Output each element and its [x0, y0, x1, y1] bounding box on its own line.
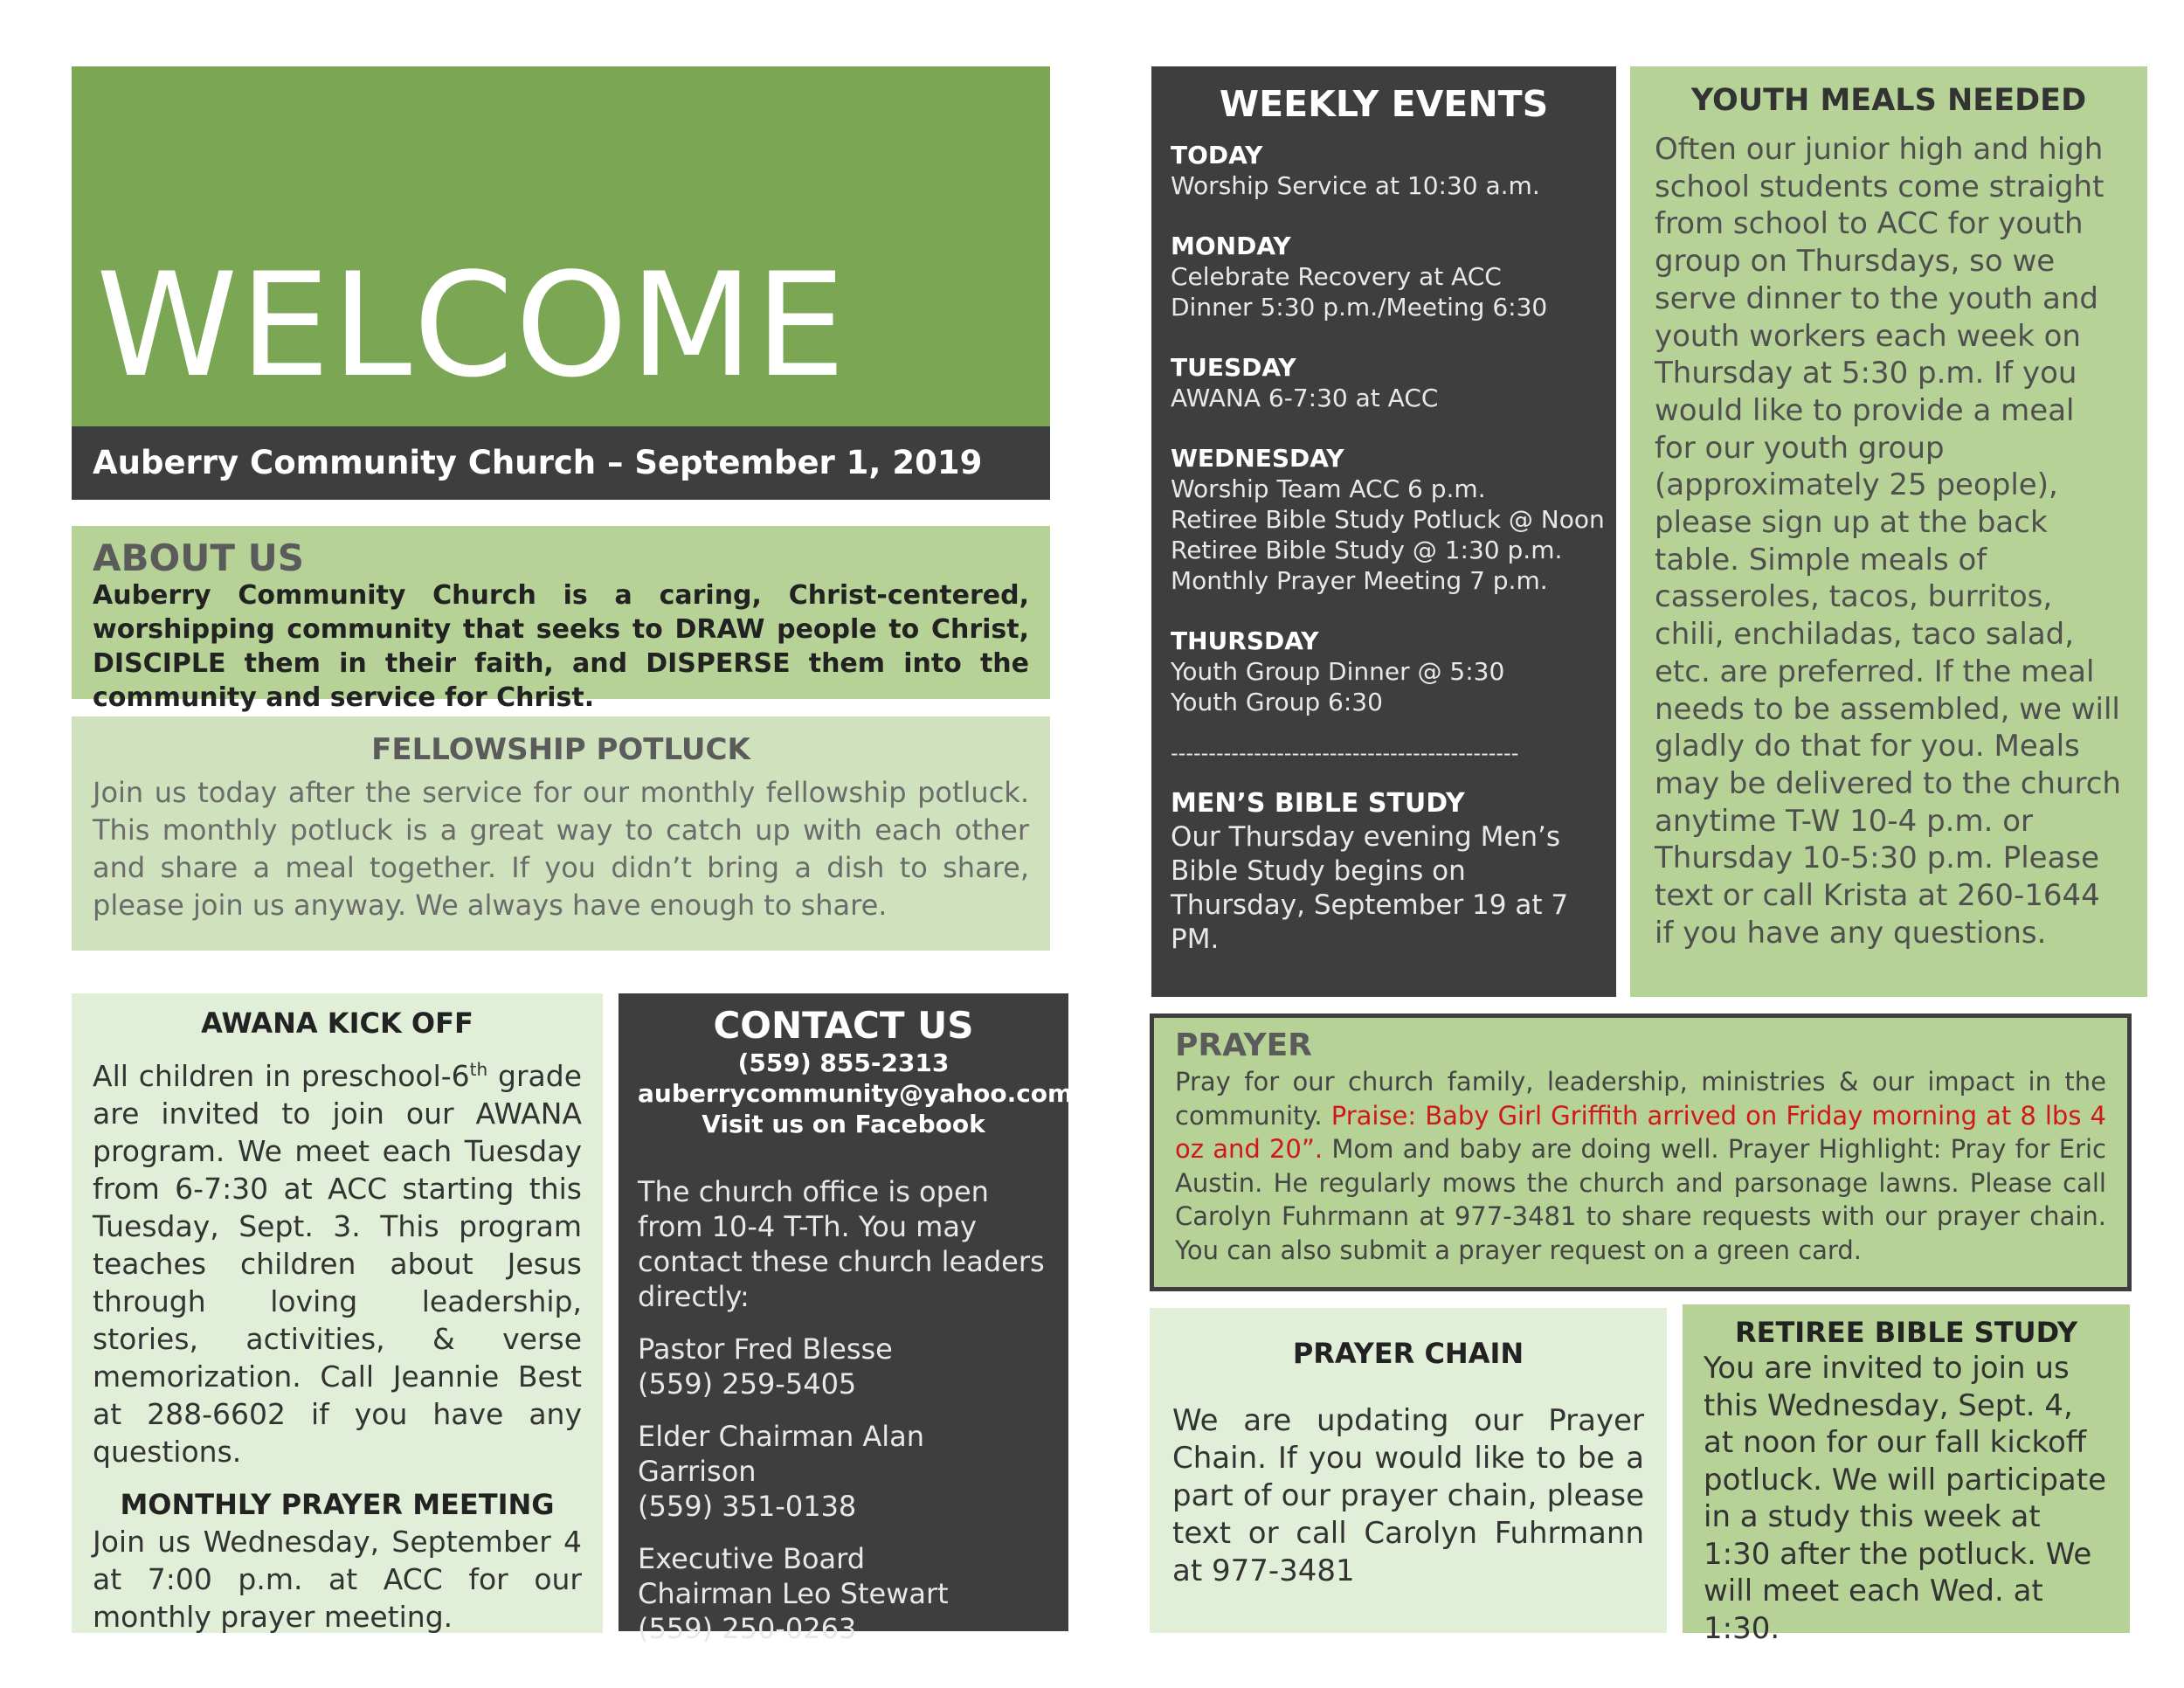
leader-item — [638, 1332, 1049, 1401]
retiree-bible-study-text: You are invited to join us this Wednesday, Sept. 4, at noon for our fall kickoff potluck. We will participate in a study this week at 1:30 after the potluck. We will meet each Wed. at 1:30. — [1704, 1351, 2106, 1646]
prayer-heading: PRAYER — [1175, 1027, 1312, 1063]
church-date-subtitle: Auberry Community Church – September 1, 2019 — [93, 444, 983, 481]
welcome-banner — [72, 66, 1050, 426]
weekly-events-heading: WEEKLY EVENTS — [1219, 83, 1549, 125]
about-us-section — [72, 526, 1050, 713]
awana-text-superscript: th — [469, 1059, 488, 1080]
prayer-intro: Pray for our church family, leadership, ministries & our impact in the community. — [1175, 1067, 2106, 1131]
fellowship-potluck-text: Join us today after the service for our monthly fellowship potluck. This monthly potluck is a great way to catch up with each other and share a meal together. If you didn’t bring a dish to share, please join us anyway. We always have enough to share. — [93, 776, 1029, 922]
day-label: TODAY — [1171, 141, 1263, 169]
prayer-chain-section — [1150, 1308, 1667, 1633]
contact-phone[interactable]: (559) 855-2313 — [737, 1048, 950, 1077]
day-block-thursday — [1171, 626, 1597, 717]
awana-text-part1: All children in preschool-6 — [93, 1059, 470, 1093]
retiree-bible-study-heading: RETIREE BIBLE STUDY — [1734, 1316, 2078, 1349]
contact-us-heading: CONTACT US — [713, 1004, 974, 1047]
youth-meals-section — [1630, 66, 2147, 997]
day-block-wednesday — [1171, 443, 1605, 596]
about-us-text: Auberry Community Church is a caring, Christ-centered, worshipping community that seeks to DRAW people to Christ, DISCIPLE them in their faith, and DISPERSE them into the community and service for Christ. — [93, 580, 1029, 713]
event-line: Worship Team ACC 6 p.m. — [1171, 474, 1486, 503]
event-line: Celebrate Recovery at ACC — [1171, 262, 1502, 291]
weekly-divider: ---------------------------------------------- — [1171, 741, 1519, 765]
event-line: Youth Group 6:30 — [1171, 688, 1383, 716]
mens-bible-study-heading: MEN’S BIBLE STUDY — [1171, 788, 1465, 819]
prayer-details: Mom and baby are doing well. Prayer Highlight: Pray for Eric Austin. He regularly mows the church and parsonage lawns. Please call Carolyn Fuhrmann at 977-3481 to share requests with our prayer chain. You can also submit a prayer request on a green card. — [1175, 1134, 2106, 1265]
event-line: Monthly Prayer Meeting 7 p.m. — [1171, 566, 1548, 595]
awana-text — [93, 1051, 582, 1470]
mens-bible-study-text: Our Thursday evening Men’s Bible Study begins on Thursday, September 19 at 7 PM. — [1171, 821, 1569, 955]
praise-announcement: Praise: Baby Girl Griffith arrived on Friday morning at 8 lbs 4 oz and 20”. — [1175, 1100, 2106, 1164]
fellowship-potluck-heading: FELLOWSHIP POTLUCK — [371, 732, 750, 767]
fellowship-potluck-section — [72, 716, 1050, 951]
event-line: AWANA 6-7:30 at ACC — [1171, 384, 1439, 412]
day-label: THURSDAY — [1171, 626, 1319, 655]
welcome-title: WELCOME — [96, 242, 847, 409]
day-label: MONDAY — [1171, 232, 1291, 260]
subtitle-bar — [72, 426, 1050, 500]
awana-text-part2: grade are invited to join our AWANA program. We meet each Tuesday from 6-7:30 at ACC starting this Tuesday, Sept. 3. This program teaches children about Jesus through loving leadership, stories, activities, & verse memorization. Call Jeannie Best at 288-6602 if you have any questions. — [93, 1059, 582, 1469]
day-block-tuesday — [1171, 352, 1597, 413]
prayer-section — [1150, 1013, 2132, 1291]
prayer-chain-heading: PRAYER CHAIN — [1292, 1337, 1524, 1370]
day-block-monday — [1171, 231, 1597, 322]
day-label: WEDNESDAY — [1171, 444, 1344, 473]
leader-name: Pastor Fred Blesse — [638, 1332, 893, 1366]
contact-us-section — [619, 993, 1074, 1645]
day-label: TUESDAY — [1171, 353, 1296, 382]
leader-phone[interactable]: (559) 250-0263 — [638, 1612, 857, 1645]
leader-item — [638, 1541, 1005, 1646]
monthly-prayer-heading: MONTHLY PRAYER MEETING — [120, 1488, 555, 1521]
youth-meals-text: Often our junior high and high school students come straight from school to ACC for youth group on Thursdays, so we serve dinner to the youth and youth workers each week on Thursday at 5:30 p.m. If you would like to provide a meal for our youth group (approximately 25 people), please sign up at the back table. Simple meals of casseroles, tacos, burritos, chili, enchiladas, taco salad, etc. are preferred. If the meal needs to be assembled, we will gladly do that for you. Meals may be delivered to the church anytime T-W 10-4 p.m. or Thursday 10-5:30 p.m. Please text or call Krista at 260-1644 if you have any questions. — [1655, 132, 2121, 951]
event-line: Youth Group Dinner @ 5:30 — [1171, 657, 1505, 686]
leader-name: Executive Board Chairman Leo Stewart — [638, 1542, 949, 1610]
leader-name: Elder Chairman Alan Garrison — [638, 1420, 925, 1488]
contact-email[interactable]: auberrycommunity@yahoo.com — [638, 1079, 1074, 1108]
office-hours-text: The church office is open from 10-4 T-Th. You may contact these church leaders directly: — [638, 1175, 1045, 1313]
retiree-bible-study-section — [1683, 1304, 2130, 1646]
awana-section — [72, 993, 603, 1633]
event-line: Dinner 5:30 p.m./Meeting 6:30 — [1171, 293, 1548, 322]
monthly-prayer-text: Join us Wednesday, September 4 at 7:00 p.m. at ACC for our monthly prayer meeting. — [93, 1525, 582, 1634]
contact-facebook[interactable]: Visit us on Facebook — [702, 1110, 985, 1138]
awana-heading: AWANA KICK OFF — [201, 1007, 473, 1040]
weekly-events-section — [1151, 66, 1616, 997]
event-line: Retiree Bible Study Potluck @ Noon — [1171, 505, 1605, 534]
event-line: Retiree Bible Study @ 1:30 p.m. — [1171, 536, 1563, 564]
prayer-text — [1175, 1065, 2106, 1267]
prayer-chain-text: We are updating our Prayer Chain. If you would like to be a part of our prayer chain, please text or call Carolyn Fuhrmann at 977-3481 — [1172, 1403, 1644, 1588]
leader-phone[interactable]: (559) 351-0138 — [638, 1490, 857, 1523]
about-us-heading: ABOUT US — [93, 536, 304, 579]
leader-phone[interactable]: (559) 259-5405 — [638, 1367, 857, 1401]
day-block-today — [1171, 140, 1597, 201]
event-line: Worship Service at 10:30 a.m. — [1171, 171, 1540, 200]
leader-item — [638, 1419, 1049, 1524]
youth-meals-heading: YOUTH MEALS NEEDED — [1690, 83, 2087, 118]
